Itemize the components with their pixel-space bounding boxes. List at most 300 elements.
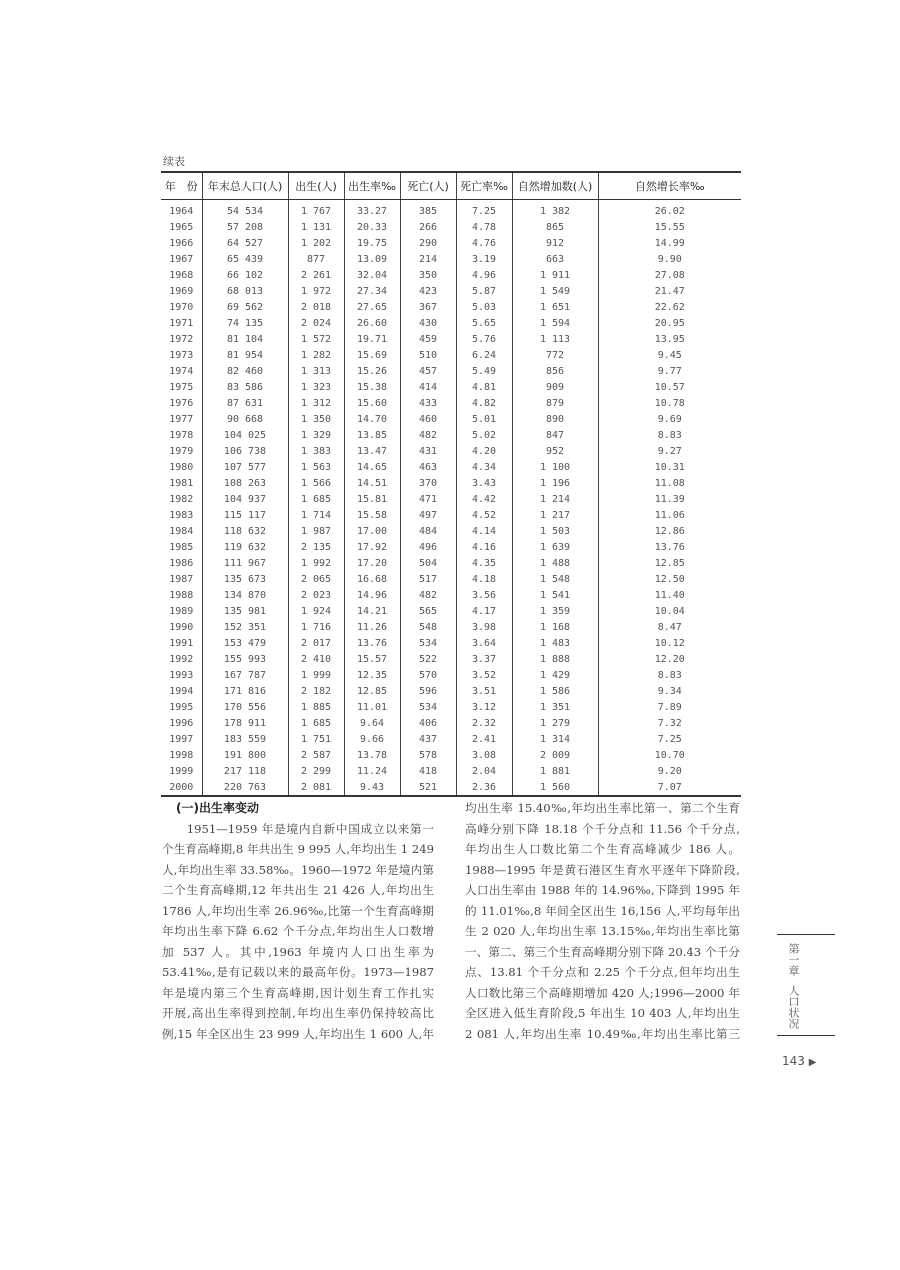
table-cell: 1 751 bbox=[288, 731, 344, 747]
table-row bbox=[161, 491, 741, 507]
table-cell: 385 bbox=[400, 200, 456, 220]
table-row bbox=[161, 395, 741, 411]
table-cell: 155 993 bbox=[202, 651, 288, 667]
table-cell: 1 196 bbox=[512, 475, 598, 491]
table-row bbox=[161, 411, 741, 427]
text-line: 人,年均出生率 33.58‰。1960—1972 年是境内第 bbox=[162, 862, 434, 877]
table-cell: 1965 bbox=[169, 221, 194, 233]
table-cell: 2.36 bbox=[456, 779, 512, 796]
section-heading: (一)出生率变动 bbox=[176, 801, 259, 815]
table-cell: 1981 bbox=[169, 477, 194, 489]
table-row bbox=[161, 779, 741, 796]
table-cell: 1 429 bbox=[512, 667, 598, 683]
table-cell: 459 bbox=[400, 331, 456, 347]
table-cell: 11.40 bbox=[598, 587, 741, 603]
text-line: 生 2 020 人,年均出生率 13.15‰,年均出生率比第 bbox=[465, 924, 740, 938]
table-cell: 1 563 bbox=[288, 459, 344, 475]
table-cell: 1978 bbox=[169, 429, 194, 441]
table-cell: 15.81 bbox=[344, 491, 400, 507]
table-cell: 22.62 bbox=[598, 299, 741, 315]
table-cell: 1984 bbox=[169, 525, 194, 537]
table-cell: 1 992 bbox=[288, 555, 344, 571]
table-cell: 1986 bbox=[169, 557, 194, 569]
table-cell: 596 bbox=[400, 683, 456, 699]
table-cell: 1 560 bbox=[512, 779, 598, 796]
table-cell: 9.27 bbox=[598, 443, 741, 459]
table-cell: 1979 bbox=[169, 445, 194, 457]
table-cell: 663 bbox=[512, 251, 598, 267]
table-cell: 367 bbox=[400, 299, 456, 315]
table-cell: 497 bbox=[400, 507, 456, 523]
table-cell: 15.26 bbox=[344, 363, 400, 379]
text-line: 人口数比第三个高峰期增加 420 人;1996—2000 年 bbox=[465, 985, 740, 1000]
table-row bbox=[161, 331, 741, 347]
table-cell: 7.32 bbox=[598, 715, 741, 731]
table-cell: 4.96 bbox=[456, 267, 512, 283]
table-cell: 4.78 bbox=[456, 219, 512, 235]
table-cell: 5.03 bbox=[456, 299, 512, 315]
table-cell: 2 410 bbox=[288, 651, 344, 667]
table-cell: 772 bbox=[512, 347, 598, 363]
table-cell: 1 651 bbox=[512, 299, 598, 315]
table-cell: 11.06 bbox=[598, 507, 741, 523]
table-cell: 13.85 bbox=[344, 427, 400, 443]
text-line: 年均出生人口数比第二个生育高峰减少 186 人。 bbox=[465, 842, 740, 856]
table-cell: 350 bbox=[400, 267, 456, 283]
table-cell: 510 bbox=[400, 347, 456, 363]
table-cell: 1968 bbox=[169, 269, 194, 281]
table-cell: 4.82 bbox=[456, 395, 512, 411]
table-cell: 66 102 bbox=[202, 267, 288, 283]
table-cell: 5.49 bbox=[456, 363, 512, 379]
table-cell: 1964 bbox=[169, 205, 194, 217]
table-cell: 1998 bbox=[169, 749, 194, 761]
table-cell: 1 214 bbox=[512, 491, 598, 507]
table-cell: 1975 bbox=[169, 381, 194, 393]
table-cell: 1 911 bbox=[512, 267, 598, 283]
table-cell: 8.83 bbox=[598, 667, 741, 683]
table-cell: 217 118 bbox=[202, 763, 288, 779]
table-cell: 463 bbox=[400, 459, 456, 475]
table-cell: 14.51 bbox=[344, 475, 400, 491]
table-cell: 1994 bbox=[169, 685, 194, 697]
table-cell: 68 013 bbox=[202, 283, 288, 299]
table-cell: 877 bbox=[288, 251, 344, 267]
table-cell: 111 967 bbox=[202, 555, 288, 571]
table-cell: 9.34 bbox=[598, 683, 741, 699]
table-cell: 1 714 bbox=[288, 507, 344, 523]
table-cell: 15.57 bbox=[344, 651, 400, 667]
table-row bbox=[161, 459, 741, 475]
table-cell: 1 503 bbox=[512, 523, 598, 539]
table-cell: 3.98 bbox=[456, 619, 512, 635]
table-cell: 431 bbox=[400, 443, 456, 459]
table-cell: 2 017 bbox=[288, 635, 344, 651]
table-cell: 33.27 bbox=[344, 200, 400, 220]
table-cell: 912 bbox=[512, 235, 598, 251]
table-cell: 178 911 bbox=[202, 715, 288, 731]
table-cell: 26.02 bbox=[598, 200, 741, 220]
table-cell: 1 548 bbox=[512, 571, 598, 587]
column-header: 死亡率‰ bbox=[456, 172, 512, 200]
table-cell: 1990 bbox=[169, 621, 194, 633]
table-cell: 1 639 bbox=[512, 539, 598, 555]
table-cell: 20.33 bbox=[344, 219, 400, 235]
table-row bbox=[161, 235, 741, 251]
table-cell: 14.70 bbox=[344, 411, 400, 427]
table-row bbox=[161, 219, 741, 235]
text-line: 1951—1959 年是境内自新中国成立以来第一 bbox=[162, 821, 434, 836]
table-cell: 406 bbox=[400, 715, 456, 731]
text-line: 例,15 年全区出生 23 999 人,年均出生 1 600 人,年 bbox=[162, 1026, 434, 1041]
table-cell: 1 888 bbox=[512, 651, 598, 667]
table-cell: 13.95 bbox=[598, 331, 741, 347]
table-cell: 414 bbox=[400, 379, 456, 395]
table-cell: 1999 bbox=[169, 765, 194, 777]
table-cell: 1 767 bbox=[288, 200, 344, 220]
table-cell: 57 208 bbox=[202, 219, 288, 235]
table-cell: 11.39 bbox=[598, 491, 741, 507]
table-cell: 12.85 bbox=[344, 683, 400, 699]
table-cell: 457 bbox=[400, 363, 456, 379]
table-cell: 1980 bbox=[169, 461, 194, 473]
table-cell: 3.08 bbox=[456, 747, 512, 763]
table-cell: 1 885 bbox=[288, 699, 344, 715]
table-cell: 81 104 bbox=[202, 331, 288, 347]
table-cell: 5.02 bbox=[456, 427, 512, 443]
table-cell: 13.76 bbox=[344, 635, 400, 651]
table-cell: 266 bbox=[400, 219, 456, 235]
table-cell: 15.55 bbox=[598, 219, 741, 235]
table-row bbox=[161, 443, 741, 459]
table-cell: 2 182 bbox=[288, 683, 344, 699]
table-row bbox=[161, 571, 741, 587]
table-cell: 14.99 bbox=[598, 235, 741, 251]
table-cell: 9.45 bbox=[598, 347, 741, 363]
text-line: 加 537 人。其中,1963 年境内人口出生率为 bbox=[162, 944, 434, 959]
text-line: 个生育高峰期,8 年共出生 9 995 人,年均出生 1 249 bbox=[162, 842, 434, 856]
text-line: 人口出生率由 1988 年的 14.96‰,下降到 1995 年 bbox=[465, 883, 740, 897]
table-cell: 9.43 bbox=[344, 779, 400, 796]
table-cell: 847 bbox=[512, 427, 598, 443]
table-cell: 4.16 bbox=[456, 539, 512, 555]
table-cell: 9.69 bbox=[598, 411, 741, 427]
table-cell: 1 359 bbox=[512, 603, 598, 619]
table-cell: 69 562 bbox=[202, 299, 288, 315]
table-cell: 4.81 bbox=[456, 379, 512, 395]
table-cell: 1 383 bbox=[288, 443, 344, 459]
table-row bbox=[161, 523, 741, 539]
table-row bbox=[161, 200, 741, 220]
table-cell: 3.43 bbox=[456, 475, 512, 491]
text-line: 高峰分别下降 18.18 个千分点和 11.56 个千分点, bbox=[465, 821, 740, 836]
table-cell: 1991 bbox=[169, 637, 194, 649]
table-cell: 2 135 bbox=[288, 539, 344, 555]
table-cell: 9.64 bbox=[344, 715, 400, 731]
table-cell: 2.41 bbox=[456, 731, 512, 747]
table-row bbox=[161, 251, 741, 267]
table-cell: 119 632 bbox=[202, 539, 288, 555]
table-cell: 471 bbox=[400, 491, 456, 507]
table-cell: 1 323 bbox=[288, 379, 344, 395]
table-cell: 1 279 bbox=[512, 715, 598, 731]
table-cell: 370 bbox=[400, 475, 456, 491]
table-cell: 15.69 bbox=[344, 347, 400, 363]
table-cell: 7.25 bbox=[456, 200, 512, 220]
text-line: 全区进入低生育阶段,5 年出生 10 403 人,年均出生 bbox=[465, 1006, 740, 1020]
table-cell: 17.92 bbox=[344, 539, 400, 555]
table-cell: 534 bbox=[400, 699, 456, 715]
table-cell: 4.35 bbox=[456, 555, 512, 571]
table-row bbox=[161, 427, 741, 443]
table-cell: 1993 bbox=[169, 669, 194, 681]
table-cell: 9.66 bbox=[344, 731, 400, 747]
table-cell: 6.24 bbox=[456, 347, 512, 363]
table-cell: 13.47 bbox=[344, 443, 400, 459]
table-cell: 890 bbox=[512, 411, 598, 427]
table-cell: 548 bbox=[400, 619, 456, 635]
column-header: 自然增长率‰ bbox=[598, 172, 741, 200]
table-row bbox=[161, 587, 741, 603]
table-cell: 87 631 bbox=[202, 395, 288, 411]
table-cell: 134 870 bbox=[202, 587, 288, 603]
table-cell: 11.01 bbox=[344, 699, 400, 715]
table-cell: 54 534 bbox=[202, 200, 288, 220]
table-cell: 2 009 bbox=[512, 747, 598, 763]
text-line: 1786 人,年均出生率 26.96‰,比第一个生育高峰期 bbox=[162, 903, 434, 918]
table-cell: 534 bbox=[400, 635, 456, 651]
text-column-left bbox=[162, 798, 434, 1044]
table-cell: 9.77 bbox=[598, 363, 741, 379]
table-cell: 135 981 bbox=[202, 603, 288, 619]
table-cell: 14.21 bbox=[344, 603, 400, 619]
table-cell: 1972 bbox=[169, 333, 194, 345]
table-cell: 12.35 bbox=[344, 667, 400, 683]
table-cell: 12.50 bbox=[598, 571, 741, 587]
table-cell: 115 117 bbox=[202, 507, 288, 523]
table-cell: 82 460 bbox=[202, 363, 288, 379]
table-cell: 3.52 bbox=[456, 667, 512, 683]
table-cell: 2000 bbox=[161, 779, 202, 796]
table-cell: 167 787 bbox=[202, 667, 288, 683]
table-cell: 1977 bbox=[169, 413, 194, 425]
column-header: 年末总人口(人) bbox=[202, 172, 288, 200]
table-cell: 5.01 bbox=[456, 411, 512, 427]
table-cell: 2.32 bbox=[456, 715, 512, 731]
text-column-right bbox=[465, 798, 740, 1044]
table-cell: 19.71 bbox=[344, 331, 400, 347]
page-number: 143 bbox=[782, 1054, 805, 1068]
table-row bbox=[161, 667, 741, 683]
table-cell: 418 bbox=[400, 763, 456, 779]
table-cell: 2.04 bbox=[456, 763, 512, 779]
table-cell: 4.34 bbox=[456, 459, 512, 475]
table-cell: 3.64 bbox=[456, 635, 512, 651]
table-cell: 1 312 bbox=[288, 395, 344, 411]
table-cell: 1 113 bbox=[512, 331, 598, 347]
table-row bbox=[161, 699, 741, 715]
chapter-side-tab bbox=[777, 934, 835, 1036]
table-cell: 15.60 bbox=[344, 395, 400, 411]
table-cell: 7.07 bbox=[598, 779, 741, 796]
table-cell: 290 bbox=[400, 235, 456, 251]
table-cell: 5.65 bbox=[456, 315, 512, 331]
table-cell: 8.47 bbox=[598, 619, 741, 635]
table-cell: 108 263 bbox=[202, 475, 288, 491]
table-cell: 14.96 bbox=[344, 587, 400, 603]
table-cell: 517 bbox=[400, 571, 456, 587]
table-cell: 1 549 bbox=[512, 283, 598, 299]
table-cell: 1 350 bbox=[288, 411, 344, 427]
column-header: 死亡(人) bbox=[400, 172, 456, 200]
table-cell: 4.42 bbox=[456, 491, 512, 507]
table-cell: 1970 bbox=[169, 301, 194, 313]
table-cell: 1992 bbox=[169, 653, 194, 665]
table-cell: 12.85 bbox=[598, 555, 741, 571]
table-row bbox=[161, 651, 741, 667]
table-cell: 27.34 bbox=[344, 283, 400, 299]
table-cell: 19.75 bbox=[344, 235, 400, 251]
table-cell: 504 bbox=[400, 555, 456, 571]
column-header: 年 份 bbox=[161, 172, 202, 200]
table-cell: 1996 bbox=[169, 717, 194, 729]
table-row bbox=[161, 283, 741, 299]
table-cell: 2 023 bbox=[288, 587, 344, 603]
table-cell: 15.58 bbox=[344, 507, 400, 523]
table-cell: 17.00 bbox=[344, 523, 400, 539]
page-number-area bbox=[782, 1054, 816, 1068]
table-cell: 1988 bbox=[169, 589, 194, 601]
table-row bbox=[161, 747, 741, 763]
table-cell: 171 816 bbox=[202, 683, 288, 699]
table-cell: 1 881 bbox=[512, 763, 598, 779]
text-line: 53.41‰,是有记载以来的最高年份。1973—1987 bbox=[162, 965, 434, 979]
table-cell: 1 382 bbox=[512, 200, 598, 220]
table-cell: 153 479 bbox=[202, 635, 288, 651]
table-cell: 1 314 bbox=[512, 731, 598, 747]
table-cell: 12.20 bbox=[598, 651, 741, 667]
table-row bbox=[161, 315, 741, 331]
table-cell: 9.90 bbox=[598, 251, 741, 267]
table-cell: 1976 bbox=[169, 397, 194, 409]
table-cell: 13.09 bbox=[344, 251, 400, 267]
text-line: 点、13.81 个千分点和 2.25 个千分点,但年均出生 bbox=[465, 965, 740, 979]
table-cell: 1 716 bbox=[288, 619, 344, 635]
table-cell: 1 168 bbox=[512, 619, 598, 635]
table-cell: 1 987 bbox=[288, 523, 344, 539]
table-cell: 1 586 bbox=[512, 683, 598, 699]
table-cell: 27.65 bbox=[344, 299, 400, 315]
table-cell: 2 024 bbox=[288, 315, 344, 331]
table-cell: 152 351 bbox=[202, 619, 288, 635]
table-row bbox=[161, 715, 741, 731]
table-cell: 2 587 bbox=[288, 747, 344, 763]
table-cell: 170 556 bbox=[202, 699, 288, 715]
table-row bbox=[161, 363, 741, 379]
table-cell: 27.08 bbox=[598, 267, 741, 283]
table-cell: 107 577 bbox=[202, 459, 288, 475]
table-cell: 106 738 bbox=[202, 443, 288, 459]
table-cell: 10.78 bbox=[598, 395, 741, 411]
table-cell: 2 065 bbox=[288, 571, 344, 587]
table-cell: 4.20 bbox=[456, 443, 512, 459]
table-row bbox=[161, 683, 741, 699]
table-cell: 214 bbox=[400, 251, 456, 267]
table-cell: 5.87 bbox=[456, 283, 512, 299]
table-cell: 135 673 bbox=[202, 571, 288, 587]
table-cell: 10.04 bbox=[598, 603, 741, 619]
table-cell: 1 100 bbox=[512, 459, 598, 475]
table-cell: 865 bbox=[512, 219, 598, 235]
table-cell: 3.37 bbox=[456, 651, 512, 667]
population-table bbox=[161, 171, 741, 797]
text-line: 开展,高出生率得到控制,年均出生率仍保持较高比 bbox=[162, 1006, 434, 1020]
table-cell: 430 bbox=[400, 315, 456, 331]
table-row bbox=[161, 635, 741, 651]
table-cell: 1 572 bbox=[288, 331, 344, 347]
table-cell: 423 bbox=[400, 283, 456, 299]
table-row bbox=[161, 267, 741, 283]
table-cell: 21.47 bbox=[598, 283, 741, 299]
table-cell: 1983 bbox=[169, 509, 194, 521]
table-cell: 20.95 bbox=[598, 315, 741, 331]
table-cell: 1 217 bbox=[512, 507, 598, 523]
table-cell: 952 bbox=[512, 443, 598, 459]
table-header-row bbox=[161, 172, 741, 200]
table-cell: 1 329 bbox=[288, 427, 344, 443]
table-cell: 104 025 bbox=[202, 427, 288, 443]
table-cell: 16.68 bbox=[344, 571, 400, 587]
table-cell: 64 527 bbox=[202, 235, 288, 251]
table-cell: 183 559 bbox=[202, 731, 288, 747]
table-cell: 1985 bbox=[169, 541, 194, 553]
table-cell: 460 bbox=[400, 411, 456, 427]
table-cell: 11.08 bbox=[598, 475, 741, 491]
table-cell: 26.60 bbox=[344, 315, 400, 331]
table-cell: 1 351 bbox=[512, 699, 598, 715]
table-cell: 1 202 bbox=[288, 235, 344, 251]
chapter-title: 人口状况 bbox=[787, 985, 800, 1029]
table-cell: 1 685 bbox=[288, 491, 344, 507]
text-line: 均出生率 15.40‰,年均出生率比第一、第二个生育 bbox=[465, 801, 740, 815]
table-cell: 1982 bbox=[169, 493, 194, 505]
table-cell: 521 bbox=[400, 779, 456, 796]
table-cell: 9.20 bbox=[598, 763, 741, 779]
table-cell: 3.12 bbox=[456, 699, 512, 715]
table-cell: 1987 bbox=[169, 573, 194, 585]
table-cell: 1 541 bbox=[512, 587, 598, 603]
table-cell: 578 bbox=[400, 747, 456, 763]
table-cell: 4.17 bbox=[456, 603, 512, 619]
table-cell: 565 bbox=[400, 603, 456, 619]
table-cell: 4.52 bbox=[456, 507, 512, 523]
table-cell: 856 bbox=[512, 363, 598, 379]
table-cell: 4.14 bbox=[456, 523, 512, 539]
table-cell: 909 bbox=[512, 379, 598, 395]
table-cell: 1 594 bbox=[512, 315, 598, 331]
table-row bbox=[161, 603, 741, 619]
table-cell: 2 261 bbox=[288, 267, 344, 283]
table-cell: 3.51 bbox=[456, 683, 512, 699]
table-cell: 13.76 bbox=[598, 539, 741, 555]
table-row bbox=[161, 475, 741, 491]
text-line: 2 081 人,年均出生率 10.49‰,年均出生率比第三 bbox=[465, 1026, 740, 1041]
table-cell: 13.78 bbox=[344, 747, 400, 763]
column-header: 出生率‰ bbox=[344, 172, 400, 200]
text-line: 1988—1995 年是黄石港区生育水平逐年下降阶段, bbox=[465, 862, 740, 877]
table-cell: 5.76 bbox=[456, 331, 512, 347]
table-cell: 17.20 bbox=[344, 555, 400, 571]
